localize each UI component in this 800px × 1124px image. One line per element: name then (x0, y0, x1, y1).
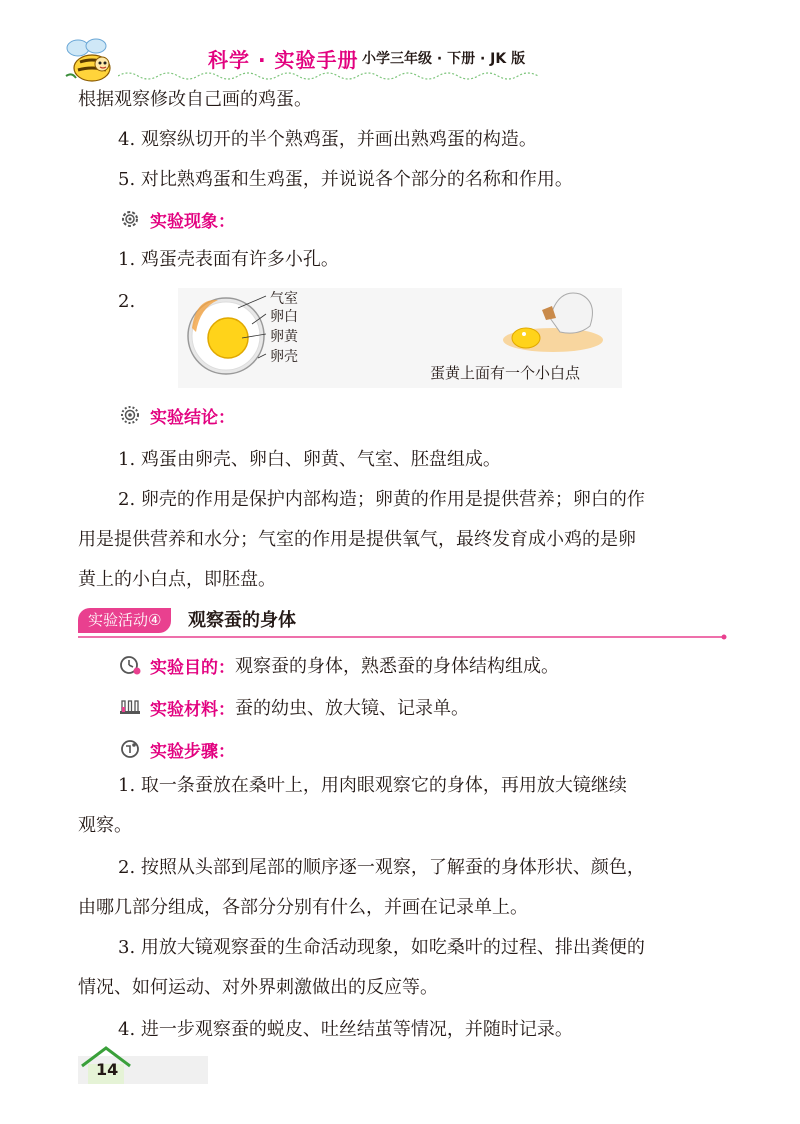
phenomenon-item-1: 1. 鸡蛋壳表面有许多小孔。 (118, 249, 339, 270)
materials-label: 实验材料： (150, 699, 235, 720)
gear-icon (118, 207, 142, 231)
step-4: 4. 观察纵切开的半个熟鸡蛋，并画出熟鸡蛋的构造。 (118, 129, 537, 150)
bee-mascot-icon (62, 36, 122, 84)
badge-icon (118, 403, 142, 427)
purpose-row (118, 652, 559, 678)
steps-icon (118, 737, 142, 761)
intro-line: 根据观察修改自己画的鸡蛋。 (78, 89, 312, 110)
page-footer (78, 1046, 208, 1084)
conclusion-item-2-line-2: 用是提供营养和水分；气室的作用是提供氧气，最终发育成小鸡的是卵 (78, 529, 636, 550)
phenomenon-heading (118, 206, 235, 232)
activity-badge: 实验活动④ (78, 608, 171, 633)
phenomenon-title: 实验现象： (150, 211, 235, 232)
header-title: 科学 · 实验手册 (208, 48, 359, 72)
activity-header (78, 608, 728, 636)
step-1-line-1: 1. 取一条蚕放在桑叶上，用肉眼观察它的身体，再用放大镜继续 (118, 775, 627, 796)
header-wave-decoration (118, 68, 538, 80)
clock-icon (118, 653, 142, 677)
conclusion-item-2-line-3: 黄上的小白点，即胚盘。 (78, 569, 276, 590)
purpose-text: 观察蚕的身体，熟悉蚕的身体结构组成。 (235, 656, 559, 677)
step-4-line-1: 4. 进一步观察蚕的蜕皮、吐丝结茧等情况，并随时记录。 (118, 1019, 573, 1040)
materials-text: 蚕的幼虫、放大镜、记录单。 (235, 698, 469, 719)
step-3-line-1: 3. 用放大镜观察蚕的生命活动现象，如吃桑叶的过程、排出粪便的 (118, 937, 645, 958)
label-yolk: 卵黄 (270, 329, 298, 345)
steps-heading (118, 736, 235, 762)
conclusion-item-1: 1. 鸡蛋由卵壳、卵白、卵黄、气室、胚盘组成。 (118, 449, 501, 470)
egg-figure (178, 288, 622, 388)
steps-title: 实验步骤： (150, 741, 235, 762)
conclusion-heading (118, 402, 235, 428)
materials-row (118, 694, 469, 720)
phenomenon-item-2-number: 2. (118, 291, 136, 312)
label-shell: 卵壳 (270, 349, 298, 365)
step-2-line-1: 2. 按照从头部到尾部的顺序逐一观察，了解蚕的身体形状、颜色， (118, 857, 645, 878)
raw-egg-illustration (498, 288, 608, 358)
label-albumen: 卵白 (270, 309, 298, 325)
figure-caption: 蛋黄上面有一个小白点 (430, 364, 581, 382)
step-5: 5. 对比熟鸡蛋和生鸡蛋，并说说各个部分的名称和作用。 (118, 169, 573, 190)
conclusion-item-2-line-1: 2. 卵壳的作用是保护内部构造；卵黄的作用是提供营养；卵白的作 (118, 489, 645, 510)
conclusion-title: 实验结论： (150, 407, 235, 428)
label-air-cell: 气室 (270, 291, 298, 307)
header-subtitle: 小学三年级 · 下册 · JK 版 (362, 51, 526, 67)
step-1-line-2: 观察。 (78, 815, 132, 836)
activity-underline (78, 634, 728, 640)
label-leader-lines (178, 288, 278, 388)
page-header (62, 30, 542, 86)
purpose-label: 实验目的： (150, 657, 235, 678)
page-number: 14 (96, 1060, 119, 1079)
step-3-line-2: 情况、如何运动、对外界刺激做出的反应等。 (78, 977, 438, 998)
activity-title: 观察蚕的身体 (188, 610, 296, 631)
step-2-line-2: 由哪几部分组成，各部分分别有什么，并画在记录单上。 (78, 897, 528, 918)
test-tubes-icon (118, 695, 142, 719)
